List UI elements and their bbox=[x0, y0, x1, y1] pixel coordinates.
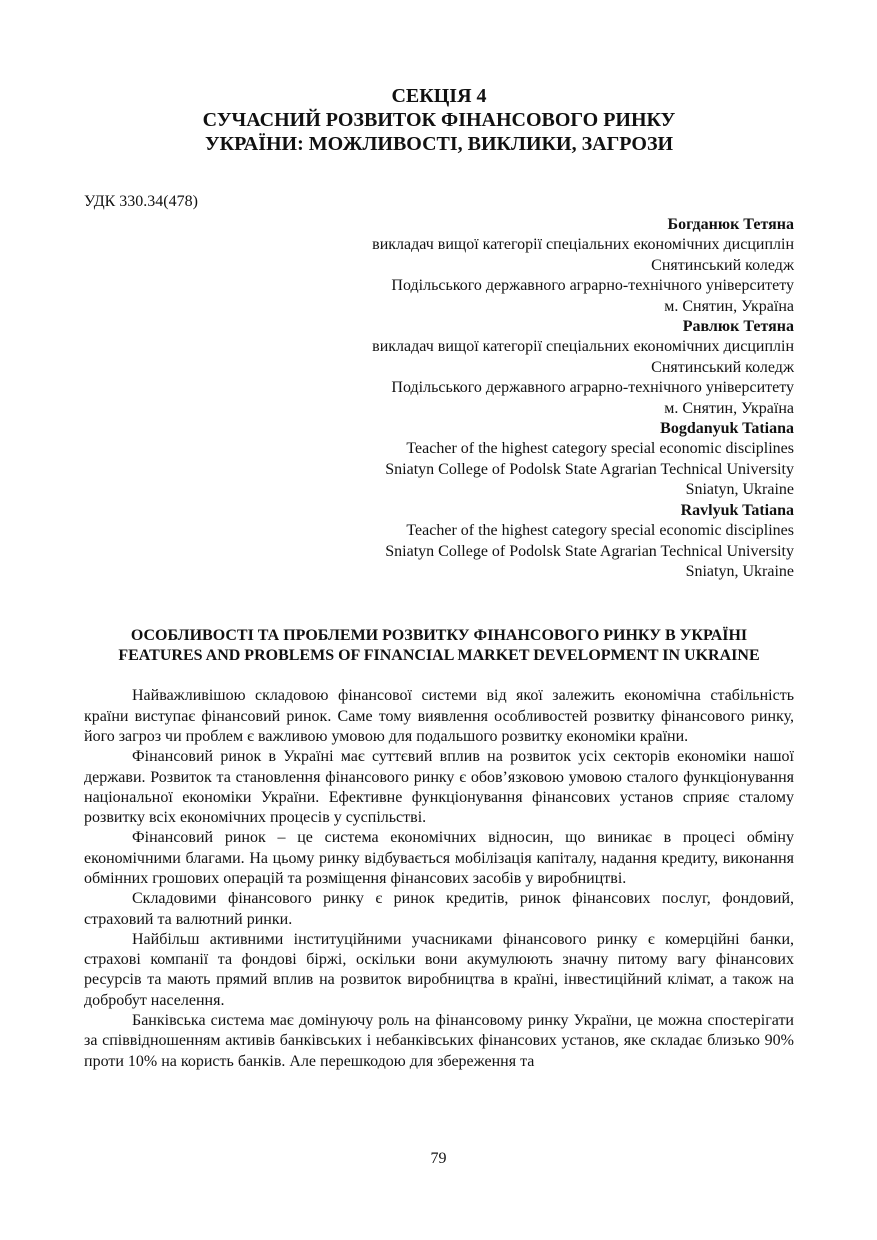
author bbox=[84, 317, 794, 419]
author-affiliation-line: викладач вищої категорії спеціальних економічних дисциплін bbox=[372, 338, 794, 356]
article-body bbox=[84, 686, 794, 1072]
udk-code: УДК 330.34(478) bbox=[84, 193, 198, 210]
author-affiliation-line: Снятинський коледж bbox=[651, 358, 794, 376]
author-name: Ravlyuk Tatiana bbox=[680, 501, 794, 519]
author bbox=[84, 419, 794, 501]
author-name: Богданюк Тетяна bbox=[667, 216, 794, 233]
article-title-ua: ОСОБЛИВОСТІ ТА ПРОБЛЕМИ РОЗВИТКУ ФІНАНСОВОГО РИНКУ В УКРАЇНІ bbox=[130, 627, 748, 645]
author-affiliation-line: м. Снятин, Україна bbox=[664, 399, 794, 417]
author-affiliation-line: Sniatyn, Ukraine bbox=[685, 562, 794, 580]
author bbox=[84, 215, 794, 317]
paragraph: Найважливішою складовою фінансової системи від якої залежить економічна стабільність країни виступає фінансовий ринок. Саме тому виявлення особливостей розвитку фінансового ринку, його загроз чи проблем є важливою умовою для подальшого розвитку економіки країни. bbox=[84, 687, 794, 745]
paragraph: Найбільш активними інституційними учасниками фінансового ринку є комерційні банки, страхові компанії та фондові біржі, оскільки вони акумулюють значну питому вагу фінансових ресурсів та мають прямий вплив на розвиток виробництва в країні, інвестиційний клімат, а також на добробут населення. bbox=[84, 930, 794, 1009]
section-title-line: СУЧАСНИЙ РОЗВИТОК ФІНАНСОВОГО РИНКУ bbox=[202, 109, 676, 131]
page bbox=[84, 84, 794, 1072]
author-affiliation-line: Снятинський коледж bbox=[651, 256, 794, 274]
author bbox=[84, 501, 794, 583]
author-affiliation-line: Подільського державного аграрно-технічного університету bbox=[391, 277, 794, 295]
paragraph: Фінансовий ринок в Україні має суттєвий вплив на розвиток усіх секторів економіки нашої держави. Розвиток та становлення фінансового ринку є обов’язковою умовою сталого функціонування національної економіки України. Ефективне функціонування фінансових установ сприяє сталому розвитку всіх економічних процесів у суспільстві. bbox=[84, 748, 794, 827]
author-affiliation-line: Teacher of the highest category special economic disciplines bbox=[406, 522, 794, 540]
paragraph: Банківська система має домінуючу роль на фінансовому ринку України, це можна спостерігати за співвідношенням активів банківських і небанківських фінансових установ, яке складає близько 90% проти 10% на користь банків. Але перешкодою для збереження та bbox=[84, 1012, 794, 1070]
author-affiliation-line: м. Снятин, Україна bbox=[664, 297, 794, 315]
page-number: 79 bbox=[430, 1150, 447, 1167]
section-title-line: СЕКЦІЯ 4 bbox=[391, 85, 487, 107]
author-affiliation-line: Sniatyn College of Podolsk State Agrarian Technical University bbox=[385, 460, 794, 478]
author-affiliation-line: Sniatyn, Ukraine bbox=[685, 481, 794, 499]
paragraph: Фінансовий ринок – це система економічних відносин, що виникає в процесі обміну економічними благами. На цьому ринку відбувається мобілізація капіталу, надання кредиту, виконання обмінних грошових операцій та розміщення фінансових засобів у виробництві. bbox=[84, 829, 794, 887]
article-title bbox=[84, 626, 794, 665]
author-affiliation-line: Подільського державного аграрно-технічного університету bbox=[391, 379, 794, 397]
author-affiliation-line: Sniatyn College of Podolsk State Agrarian Technical University bbox=[385, 542, 794, 560]
section-title bbox=[84, 84, 794, 156]
section-title-line: УКРАЇНИ: МОЖЛИВОСТІ, ВИКЛИКИ, ЗАГРОЗИ bbox=[204, 133, 674, 155]
authors-block bbox=[84, 215, 794, 582]
paragraph: Складовими фінансового ринку є ринок кредитів, ринок фінансових послуг, фондовий, страховий та валютний ринки. bbox=[84, 890, 794, 928]
author-affiliation-line: Teacher of the highest category special economic disciplines bbox=[406, 440, 794, 458]
author-name: Равлюк Тетяна bbox=[682, 318, 794, 336]
author-name: Bogdanyuk Tatiana bbox=[660, 420, 794, 438]
author-affiliation-line: викладач вищої категорії спеціальних економічних дисциплін bbox=[372, 236, 794, 254]
article-title-en: FEATURES AND PROBLEMS OF FINANCIAL MARKET DEVELOPMENT IN UKRAINE bbox=[118, 646, 760, 664]
